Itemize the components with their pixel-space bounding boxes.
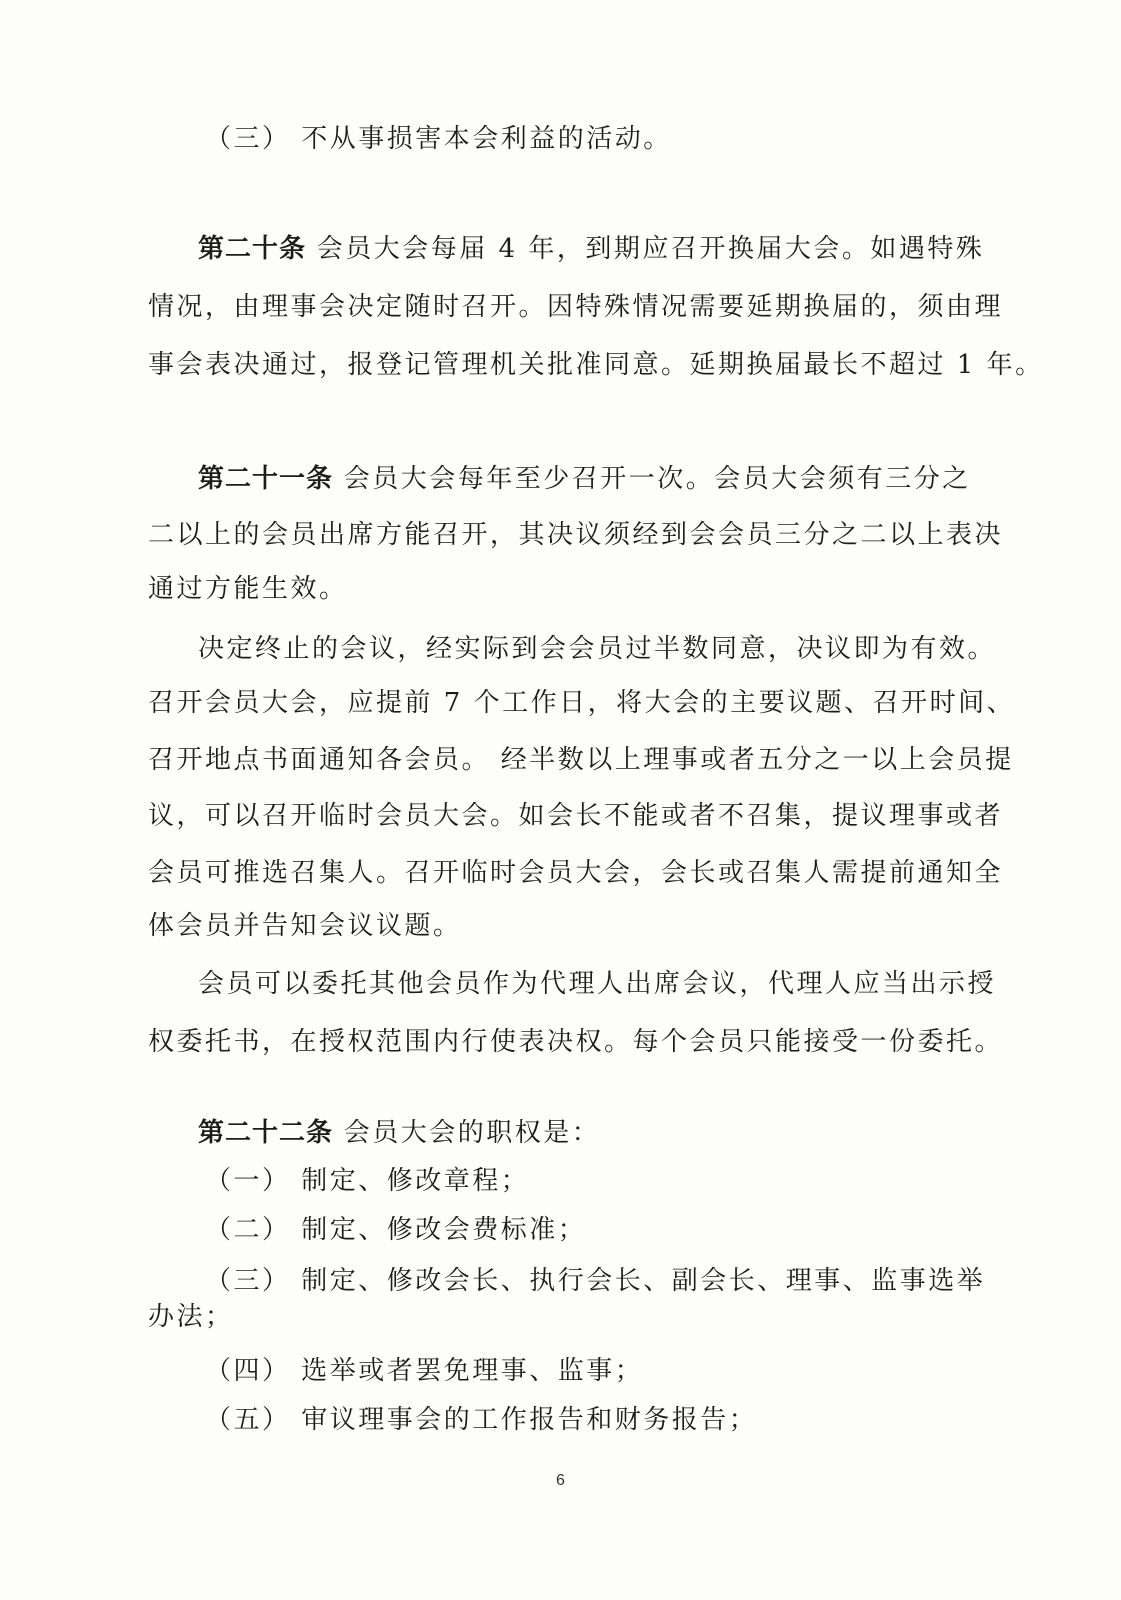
article-22-item-3-line-2: 办法； [148,1302,234,1332]
article-22-item-4: （四） 选举或者罢免理事、监事； [205,1356,644,1386]
article-22-intro [198,1116,600,1150]
article-20-line-2: 情况，由理事会决定随时召开。因特殊情况需要延期换届的，须由理 [148,292,1004,322]
article-20-line-3: 事会表决通过，报登记管理机关批准同意。延期换届最长不超过 1 年。 [148,350,1044,380]
article-21-para2-line-2: 召开会员大会，应提前 7 个工作日，将大会的主要议题、召开时间、 [148,688,1016,718]
article-22-item-5: （五） 审议理事会的工作报告和财务报告； [205,1405,758,1435]
article-21-para2-line-6: 体会员并告知会议议题。 [148,911,462,941]
article-22-item-3-line-1: （三） 制定、修改会长、执行会长、副会长、理事、监事选举 [205,1266,986,1296]
article-21-line-2: 二以上的会员出席方能召开，其决议须经到会会员三分之二以上表决 [148,520,1004,550]
clause-item-3-prev: （三） 不从事损害本会利益的活动。 [205,124,672,154]
page-number: 6 [556,1472,565,1489]
article-22-item-1: （一） 制定、修改章程； [205,1166,530,1196]
article-21-line-1 [198,462,971,496]
article-21-line-1-text: 会员大会每年至少召开一次。会员大会须有三分之 [333,464,971,494]
article-21-para3-line-2: 权委托书，在授权范围内行使表决权。每个会员只能接受一份委托。 [148,1027,1004,1057]
article-22-item-2: （二） 制定、修改会费标准； [205,1215,587,1245]
article-21-para3-line-1: 会员可以委托其他会员作为代理人出席会议，代理人应当出示授 [198,969,997,999]
article-20-line-1-text: 会员大会每届 4 年，到期应召开换届大会。如遇特殊 [306,234,985,264]
article-21-para2-line-1: 决定终止的会议，经实际到会会员过半数同意，决议即为有效。 [198,634,997,664]
article-21-para2-line-4: 议，可以召开临时会员大会。如会长不能或者不召集，提议理事或者 [148,801,1004,831]
article-21-para2-line-5: 会员可推选召集人。召开临时会员大会，会长或召集人需提前通知全 [148,858,1004,888]
article-20-heading: 第二十条 [198,234,307,264]
article-21-line-3: 通过方能生效。 [148,574,348,604]
article-20-line-1 [198,232,984,266]
article-22-heading: 第二十二条 [198,1118,334,1148]
article-21-heading: 第二十一条 [198,464,334,494]
article-22-intro-text: 会员大会的职权是： [333,1118,601,1148]
article-21-para2-line-3: 召开地点书面通知各会员。 经半数以上理事或者五分之一以上会员提 [148,745,1014,775]
